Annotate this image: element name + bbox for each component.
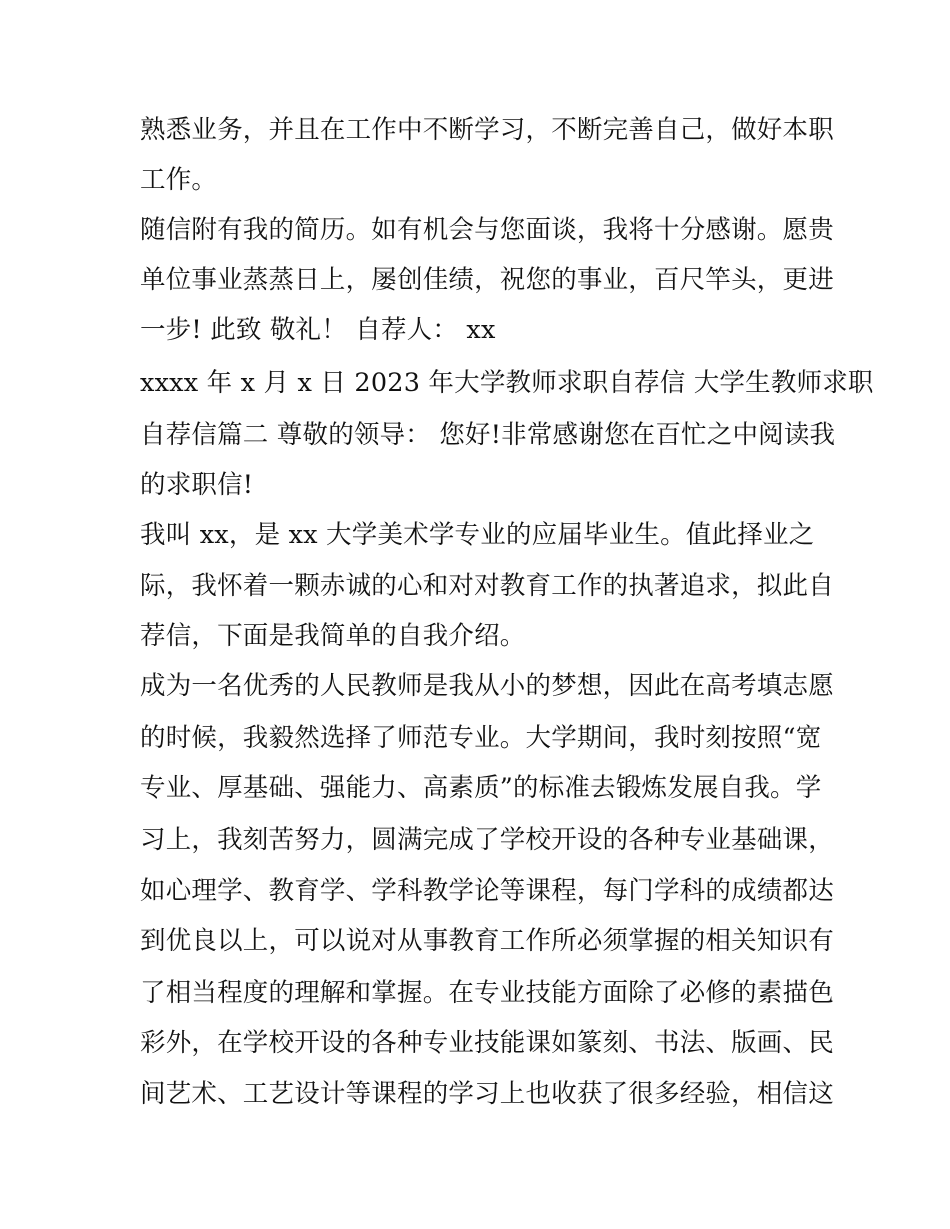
text-line: 习上，我刻苦努力，圆满完成了学校开设的各种专业基础课， — [140, 825, 834, 855]
text-line: 际，我怀着一颗赤诚的心和对对教育工作的执著追求，拟此自 — [140, 571, 834, 601]
text-line: 荐信，下面是我简单的自我介绍。 — [140, 621, 526, 651]
text-line: 的时候，我毅然选择了师范专业。大学期间，我时刻按照“宽 — [140, 723, 822, 753]
text-line: 熟悉业务，并且在工作中不断学习，不断完善自己，做好本职 — [140, 115, 834, 145]
text-line: 的求职信! — [140, 470, 254, 500]
text-line: 如心理学、教育学、学科教学论等课程，每门学科的成绩都达 — [140, 876, 834, 906]
text-line: 我叫 xx，是 xx 大学美术学专业的应届毕业生。值此择业之 — [140, 520, 815, 550]
text-line: 到优良以上，可以说对从事教育工作所必须掌握的相关知识有 — [140, 926, 834, 956]
text-line: 单位事业蒸蒸日上，屡创佳绩，祝您的事业，百尺竿头，更进 — [140, 265, 834, 295]
text-line: xxxx 年 x 月 x 日 2023 年大学教师求职自荐信 大学生教师求职 — [140, 368, 874, 398]
text-line: 间艺术、工艺设计等课程的学习上也收获了很多经验，相信这 — [140, 1079, 834, 1109]
text-line: 随信附有我的简历。如有机会与您面谈，我将十分感谢。愿贵 — [140, 215, 834, 245]
text-line: 自荐信篇二 尊敬的领导： 您好!非常感谢您在百忙之中阅读我 — [140, 420, 836, 450]
text-line: 工作。 — [140, 165, 218, 195]
text-line: 专业、厚基础、强能力、高素质”的标准去锻炼发展自我。学 — [140, 773, 822, 803]
text-line: 一步! 此致 敬礼！ 自荐人： xx — [140, 315, 496, 345]
text-line: 成为一名优秀的人民教师是我从小的梦想，因此在高考填志愿 — [140, 671, 834, 701]
text-line: 彩外，在学校开设的各种专业技能课如篆刻、书法、版画、民 — [140, 1028, 834, 1058]
text-line: 了相当程度的理解和掌握。在专业技能方面除了必修的素描色 — [140, 978, 834, 1008]
